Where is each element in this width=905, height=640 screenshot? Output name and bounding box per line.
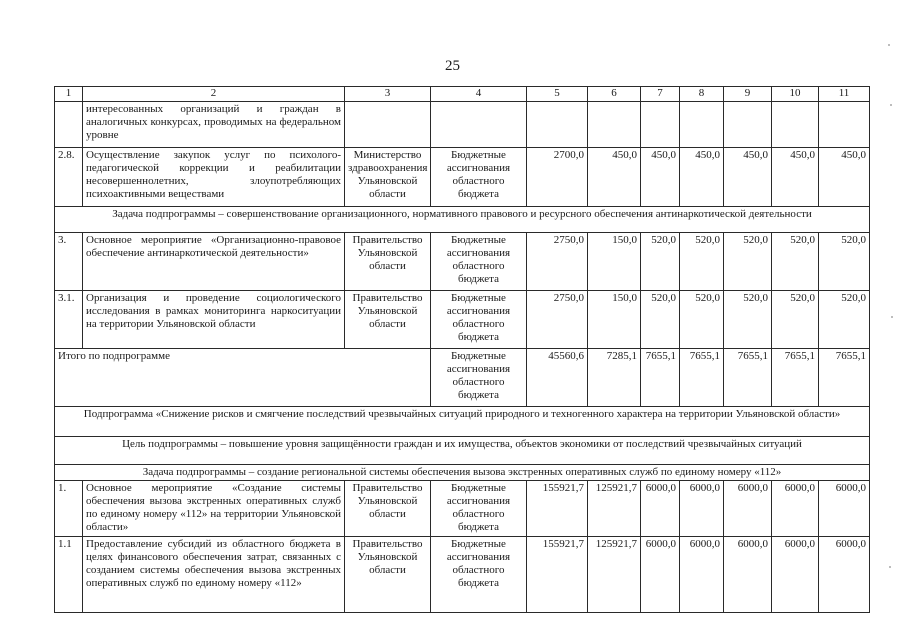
value-cell: 6000,0: [772, 481, 819, 537]
value-cell: 7655,1: [772, 349, 819, 407]
column-number: 2: [83, 87, 345, 102]
value-cell: 520,0: [724, 233, 772, 291]
table-row: [55, 148, 870, 207]
column-number: 6: [588, 87, 641, 102]
column-number: 11: [819, 87, 870, 102]
task-heading: Задача подпрограммы – создание региональной системы обеспечения вызова экстренных оперативных служб по единому номеру «112»: [55, 465, 870, 481]
value-cell: 520,0: [819, 233, 870, 291]
goal-heading: Цель подпрограммы – повышение уровня защищённости граждан и их имущества, объектов экономики от последствий чрезвычайных ситуаций: [55, 437, 870, 465]
total-label: Итого по подпрограмме: [55, 349, 431, 407]
value-cell: 520,0: [680, 291, 724, 349]
value-cell: 520,0: [680, 233, 724, 291]
table-row: [55, 537, 870, 613]
value-cell: 7655,1: [724, 349, 772, 407]
value-cell: 450,0: [819, 148, 870, 207]
value-cell: 450,0: [588, 148, 641, 207]
value-cell: 6000,0: [680, 481, 724, 537]
column-number: 4: [431, 87, 527, 102]
value-cell: 450,0: [724, 148, 772, 207]
row-number: 2.8.: [55, 148, 83, 207]
row-executor: Правительство Ульяновской области: [345, 481, 431, 537]
value-cell: 6000,0: [641, 537, 680, 613]
column-number: 7: [641, 87, 680, 102]
row-number: 1.1: [55, 537, 83, 613]
section-heading-row: [55, 465, 870, 481]
total-row: [55, 349, 870, 407]
value-cell: 6000,0: [819, 481, 870, 537]
row-executor: Правительство Ульяновской области: [345, 233, 431, 291]
scan-speck: [888, 44, 890, 46]
value-cell: 520,0: [819, 291, 870, 349]
value-cell: 6000,0: [680, 537, 724, 613]
row-number: 3.: [55, 233, 83, 291]
task-heading: Задача подпрограммы – совершенствование организационного, нормативного правового и ресурсного обеспечения антинаркотической деятельности: [55, 207, 870, 233]
row-text: Основное мероприятие «Организационно-правовое обеспечение антинаркотической деятельности»: [83, 233, 345, 291]
section-heading-row: [55, 437, 870, 465]
table-row: [55, 291, 870, 349]
scan-speck: [891, 316, 893, 318]
row-source: Бюджетные ассигнования областного бюджета: [431, 349, 527, 407]
row-source: Бюджетные ассигнования областного бюджета: [431, 291, 527, 349]
table-row: [55, 481, 870, 537]
scan-speck: [889, 566, 891, 568]
value-cell: 155921,7: [527, 481, 588, 537]
value-cell: 2700,0: [527, 148, 588, 207]
row-source: Бюджетные ассигнования областного бюджета: [431, 148, 527, 207]
row-text: Основное мероприятие «Создание системы обеспечения вызова экстренных оперативных служб по единому номеру «112» на территории Ульяновской области»: [83, 481, 345, 537]
value-cell: 450,0: [772, 148, 819, 207]
column-number: 8: [680, 87, 724, 102]
row-text: Организация и проведение социологического исследования в рамках мониторинга наркоситуации на территории Ульяновской области: [83, 291, 345, 349]
subprogram-heading: Подпрограмма «Снижение рисков и смягчение последствий чрезвычайных ситуаций природного и техногенного характера на территории Ульяновской области»: [55, 407, 870, 437]
row-source: Бюджетные ассигнования областного бюджета: [431, 481, 527, 537]
value-cell: 6000,0: [772, 537, 819, 613]
page-number: 25: [445, 58, 460, 74]
value-cell: 2750,0: [527, 291, 588, 349]
value-cell: 6000,0: [819, 537, 870, 613]
row-text: Предоставление субсидий из областного бюджета в целях финансового обеспечения затрат, связанных с созданием системы обеспечения вызова экстренных оперативных служб по единому номеру «112»: [83, 537, 345, 613]
value-cell: 520,0: [641, 233, 680, 291]
column-number: 3: [345, 87, 431, 102]
column-number: 9: [724, 87, 772, 102]
section-heading-row: [55, 207, 870, 233]
row-text: интересованных организаций и граждан в аналогичных конкурсах, проводимых на федеральном уровне: [83, 102, 345, 148]
row-number: 3.1.: [55, 291, 83, 349]
value-cell: 150,0: [588, 291, 641, 349]
value-cell: 7655,1: [680, 349, 724, 407]
value-cell: 150,0: [588, 233, 641, 291]
value-cell: 450,0: [641, 148, 680, 207]
section-heading-row: [55, 407, 870, 437]
row-executor: Министерство здравоохранения Ульяновской области: [345, 148, 431, 207]
value-cell: 125921,7: [588, 537, 641, 613]
row-source: Бюджетные ассигнования областного бюджета: [431, 233, 527, 291]
value-cell: 520,0: [772, 233, 819, 291]
row-text: Осуществление закупок услуг по психолого-педагогической коррекции и реабилитации несовершеннолетних, злоупотребляющих психоактивными веществами: [83, 148, 345, 207]
budget-table: [54, 86, 870, 613]
row-source: Бюджетные ассигнования областного бюджета: [431, 537, 527, 613]
scan-speck: [890, 104, 892, 106]
value-cell: 7655,1: [641, 349, 680, 407]
table-row: [55, 233, 870, 291]
value-cell: 155921,7: [527, 537, 588, 613]
value-cell: 450,0: [680, 148, 724, 207]
value-cell: 6000,0: [724, 481, 772, 537]
row-executor: Правительство Ульяновской области: [345, 537, 431, 613]
column-number: 10: [772, 87, 819, 102]
value-cell: 520,0: [641, 291, 680, 349]
row-executor: Правительство Ульяновской области: [345, 291, 431, 349]
value-cell: 520,0: [772, 291, 819, 349]
row-number: 1.: [55, 481, 83, 537]
value-cell: 6000,0: [724, 537, 772, 613]
value-cell: 2750,0: [527, 233, 588, 291]
value-cell: 6000,0: [641, 481, 680, 537]
value-cell: 7285,1: [588, 349, 641, 407]
value-cell: 45560,6: [527, 349, 588, 407]
value-cell: 520,0: [724, 291, 772, 349]
column-number-row: [55, 87, 870, 102]
value-cell: 7655,1: [819, 349, 870, 407]
column-number: 1: [55, 87, 83, 102]
column-number: 5: [527, 87, 588, 102]
value-cell: 125921,7: [588, 481, 641, 537]
table-row: [55, 102, 870, 148]
